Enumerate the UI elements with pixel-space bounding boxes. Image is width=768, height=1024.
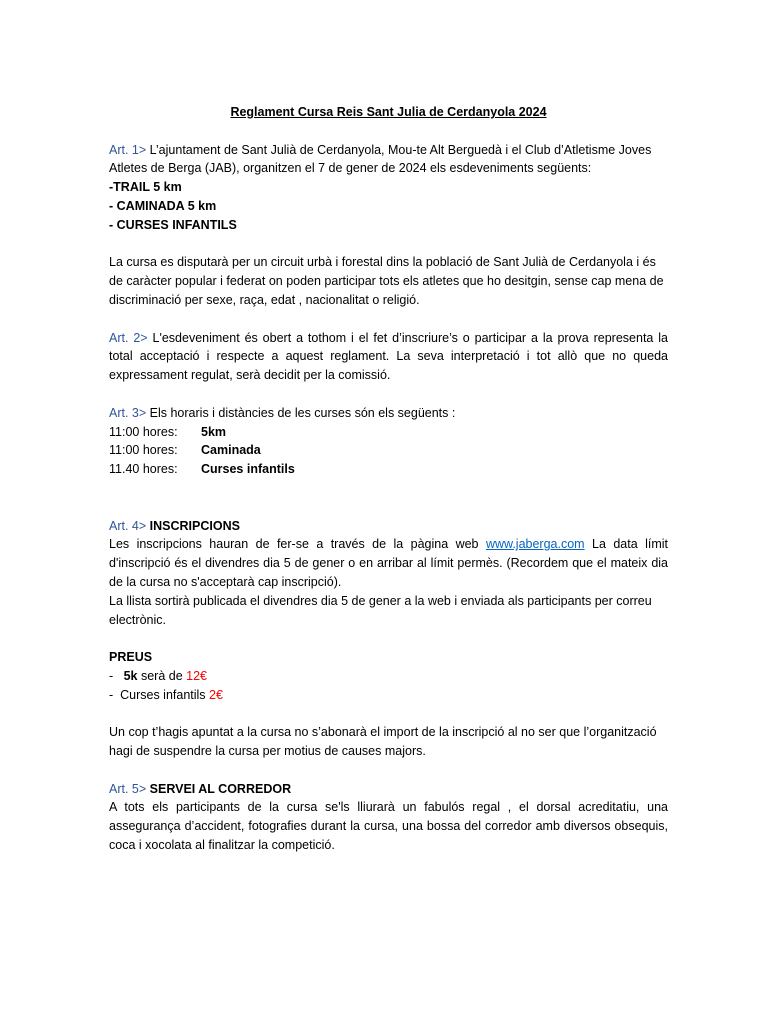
document-body bbox=[109, 103, 668, 855]
art4-paragraph-2: La llista sortirà publicada el divendres dia 5 de gener a la web i enviada als participants per correu electrònic. bbox=[109, 593, 652, 627]
price-name: 5k bbox=[123, 668, 138, 683]
price-bullet: - bbox=[109, 687, 121, 702]
schedule-row bbox=[109, 460, 668, 479]
art5-label: Art. 5> bbox=[109, 781, 147, 796]
art1-paragraph bbox=[109, 141, 668, 179]
art1-description: La cursa es disputarà per un circuit urbà i forestal dins la població de Sant Julià de Cerdanyola i és de caràcter popular i federat on poden participar tots els atletes que ho desitgin, sense cap mena de discriminació per sexe, raça, edat , nacionalitat o religió. bbox=[109, 255, 664, 307]
price-item bbox=[109, 667, 668, 686]
schedule-event: Curses infantils bbox=[201, 462, 295, 477]
schedule-time: 11:00 hores: bbox=[109, 443, 178, 458]
art2-paragraph bbox=[109, 329, 668, 385]
event-caminada: - CAMINADA 5 km bbox=[109, 198, 217, 213]
art5-heading bbox=[109, 780, 668, 799]
art5-paragraph: A tots els participants de la cursa se'ls lliurarà un fabulós regal , el dorsal acreditatiu, una assegurança d’accident, fotografies durant la cursa, una bossa del corredor amb diversos obsequis, coca i xocolata al finalitzar la competició. bbox=[109, 800, 668, 853]
art1-label: Art. 1> bbox=[109, 142, 147, 157]
art3-label: Art. 3> bbox=[109, 405, 147, 420]
price-text: Curses infantils bbox=[120, 687, 210, 702]
prices-note: Un cop t’hagis apuntat a la cursa no s’abonarà el import de la inscripció al no ser que l’organització hagi de suspendre la cursa per motius de causes majors. bbox=[109, 725, 657, 759]
art2-text: L'esdeveniment és obert a tothom i el fet d’inscriure’s o participar a la prova representa la total acceptació i respecte a aquest reglament. La seva interpretació i tot allò que no queda expressament regulat, serà decidit per la comissió. bbox=[109, 330, 669, 383]
price-value: 12€ bbox=[186, 668, 207, 683]
price-value: 2€ bbox=[209, 687, 223, 702]
schedule-row bbox=[109, 423, 668, 442]
price-bullet: - bbox=[109, 668, 124, 683]
website-link[interactable]: www.jaberga.com bbox=[485, 537, 585, 552]
schedule-time: 11:00 hores: bbox=[109, 424, 178, 439]
art2-label: Art. 2> bbox=[109, 330, 148, 345]
schedule-event: Caminada bbox=[201, 443, 261, 458]
art4-heading bbox=[109, 517, 668, 536]
art5-heading-text: SERVEI AL CORREDOR bbox=[146, 781, 292, 796]
art3-text: Els horaris i distàncies de les curses són els següents : bbox=[146, 405, 456, 420]
event-trail: -TRAIL 5 km bbox=[109, 180, 182, 195]
art4-heading-text: INSCRIPCIONS bbox=[146, 518, 240, 533]
art3-paragraph bbox=[109, 404, 668, 423]
prices-heading: PREUS bbox=[109, 650, 153, 665]
art4-label: Art. 4> bbox=[109, 518, 147, 533]
price-text: serà de bbox=[137, 668, 187, 683]
schedule-event: 5km bbox=[201, 424, 227, 439]
art1-text: L’ajuntament de Sant Julià de Cerdanyola, Mou-te Alt Berguedà i el Club d’Atletisme Joves Atletes de Berga (JAB), organitzen el 7 de gener de 2024 els esdeveniments següents: bbox=[109, 142, 652, 176]
document-title: Reglament Cursa Reis Sant Julia de Cerdanyola 2024 bbox=[230, 105, 547, 119]
price-item bbox=[109, 686, 668, 705]
schedule-row bbox=[109, 441, 668, 460]
art4-paragraph bbox=[109, 535, 668, 591]
schedule-time: 11.40 hores: bbox=[109, 462, 178, 477]
event-curses-infantils: - CURSES INFANTILS bbox=[109, 217, 237, 232]
art4-text-continued: La data límit d'inscripció és el divendres dia 5 de gener o en arribar al límit permès. (Recordem que el mateix dia de la cursa no s'acceptarà cap inscripció). bbox=[109, 537, 668, 589]
art4-text: Les inscripcions hauran de fer-se a través de la pàgina web bbox=[109, 537, 486, 552]
